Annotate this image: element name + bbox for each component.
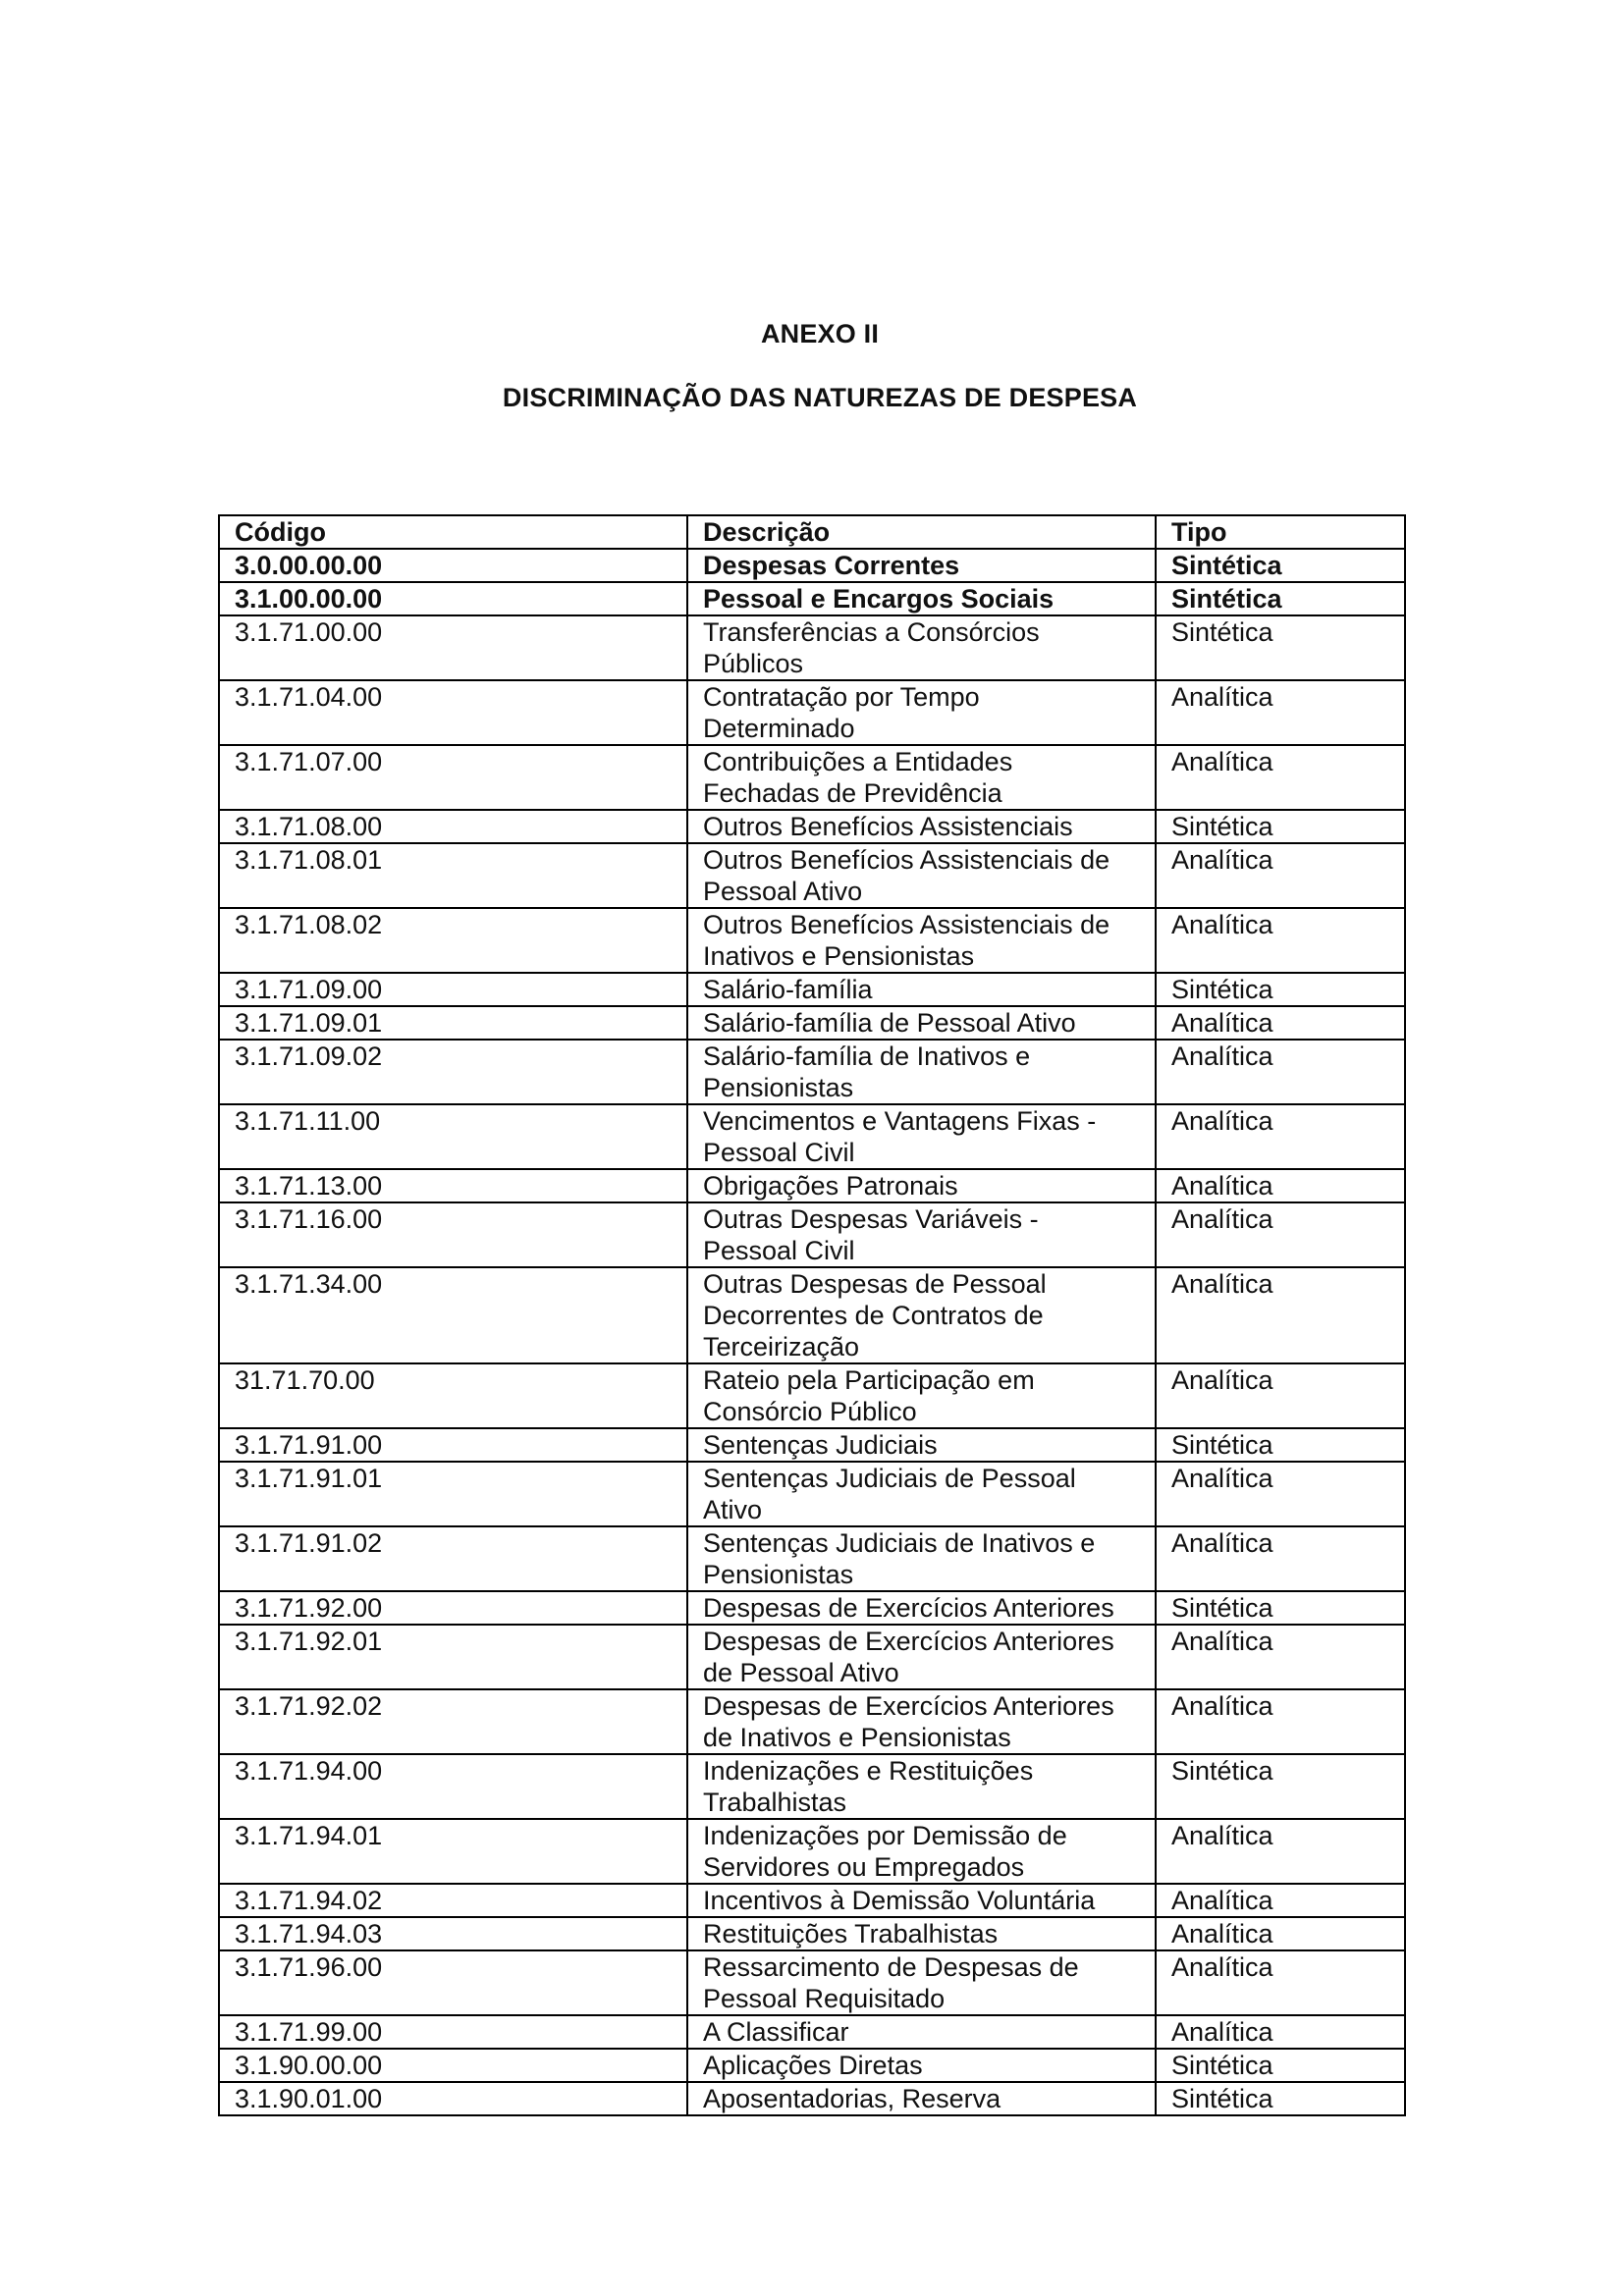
description-line: Restituições Trabalhistas	[703, 1919, 999, 1949]
description-line: Outras Despesas de Pessoal	[703, 1269, 1047, 1299]
table-row	[219, 843, 1405, 908]
cell-type: Sintética	[1156, 2082, 1405, 2115]
description-line: Pessoal Ativo	[703, 877, 863, 906]
description-line: Outros Benefícios Assistenciais de	[703, 845, 1110, 875]
cell-description	[687, 1917, 1156, 1950]
cell-code: 3.1.71.91.01	[219, 1462, 687, 1526]
cell-code: 3.0.00.00.00	[219, 549, 687, 582]
cell-description	[687, 1267, 1156, 1363]
cell-code: 31.71.70.00	[219, 1363, 687, 1428]
cell-type: Sintética	[1156, 2049, 1405, 2082]
cell-code: 3.1.71.11.00	[219, 1104, 687, 1169]
cell-type: Analítica	[1156, 1202, 1405, 1267]
cell-code: 3.1.90.00.00	[219, 2049, 687, 2082]
cell-code: 3.1.71.08.00	[219, 810, 687, 843]
cell-code: 3.1.71.96.00	[219, 1950, 687, 2015]
cell-description	[687, 1104, 1156, 1169]
cell-description	[687, 549, 1156, 582]
cell-type: Sintética	[1156, 973, 1405, 1006]
cell-description	[687, 1689, 1156, 1754]
table-row	[219, 1006, 1405, 1040]
table-row	[219, 680, 1405, 745]
description-line: Pessoal e Encargos Sociais	[703, 584, 1055, 614]
cell-code: 3.1.71.04.00	[219, 680, 687, 745]
cell-type: Analítica	[1156, 745, 1405, 810]
description-line: Terceirização	[703, 1332, 860, 1362]
table-row	[219, 1104, 1405, 1169]
cell-description	[687, 680, 1156, 745]
description-line: Ressarcimento de Despesas de	[703, 1952, 1079, 1982]
description-line: Fechadas de Previdência	[703, 778, 1002, 808]
cell-code: 3.1.71.08.02	[219, 908, 687, 973]
cell-description	[687, 745, 1156, 810]
table-row	[219, 1040, 1405, 1104]
cell-type: Analítica	[1156, 1526, 1405, 1591]
table-row	[219, 1267, 1405, 1363]
cell-code: 3.1.71.34.00	[219, 1267, 687, 1363]
cell-type: Sintética	[1156, 1754, 1405, 1819]
table-body	[219, 549, 1405, 2115]
table-row	[219, 1462, 1405, 1526]
annex-subtitle: DISCRIMINAÇÃO DAS NATUREZAS DE DESPESA	[502, 383, 1138, 412]
description-line: Pensionistas	[703, 1560, 854, 1589]
cell-description	[687, 1591, 1156, 1625]
description-line: Pessoal Requisitado	[703, 1984, 946, 2013]
table-row	[219, 1884, 1405, 1917]
cell-code: 3.1.90.01.00	[219, 2082, 687, 2115]
description-line: Despesas Correntes	[703, 551, 960, 580]
description-line: Indenizações por Demissão de	[703, 1821, 1067, 1850]
table-row	[219, 1363, 1405, 1428]
cell-code: 3.1.71.91.00	[219, 1428, 687, 1462]
cell-code: 3.1.71.13.00	[219, 1169, 687, 1202]
description-line: Vencimentos e Vantagens Fixas -	[703, 1106, 1097, 1136]
cell-description	[687, 2049, 1156, 2082]
cell-code: 3.1.71.94.03	[219, 1917, 687, 1950]
cell-description	[687, 908, 1156, 973]
description-line: Outras Despesas Variáveis -	[703, 1204, 1039, 1234]
description-line: Rateio pela Participação em	[703, 1365, 1035, 1395]
table-row	[219, 1819, 1405, 1884]
cell-description	[687, 1006, 1156, 1040]
cell-type: Sintética	[1156, 549, 1405, 582]
table-row	[219, 1689, 1405, 1754]
cell-type: Analítica	[1156, 1169, 1405, 1202]
table-row	[219, 1950, 1405, 2015]
table-row	[219, 1754, 1405, 1819]
cell-description	[687, 615, 1156, 680]
description-line: Decorrentes de Contratos de	[703, 1301, 1044, 1330]
description-line: Pensionistas	[703, 1073, 854, 1102]
cell-description	[687, 1462, 1156, 1526]
description-line: Salário-família	[703, 975, 873, 1004]
description-line: Aplicações Diretas	[703, 2051, 923, 2080]
cell-code: 3.1.71.94.01	[219, 1819, 687, 1884]
description-line: Pessoal Civil	[703, 1138, 855, 1167]
cell-type: Analítica	[1156, 1462, 1405, 1526]
cell-code: 3.1.71.09.01	[219, 1006, 687, 1040]
cell-code: 3.1.71.94.02	[219, 1884, 687, 1917]
cell-type: Analítica	[1156, 1006, 1405, 1040]
description-line: Trabalhistas	[703, 1788, 847, 1817]
cell-code: 3.1.71.91.02	[219, 1526, 687, 1591]
cell-type: Analítica	[1156, 1950, 1405, 2015]
cell-type: Sintética	[1156, 1428, 1405, 1462]
description-line: Servidores ou Empregados	[703, 1852, 1025, 1882]
description-line: Contribuições a Entidades	[703, 747, 1013, 776]
cell-type: Sintética	[1156, 582, 1405, 615]
table-row	[219, 2082, 1405, 2115]
cell-description	[687, 2015, 1156, 2049]
cell-description	[687, 1526, 1156, 1591]
cell-description	[687, 810, 1156, 843]
table-row	[219, 973, 1405, 1006]
description-line: Salário-família de Pessoal Ativo	[703, 1008, 1076, 1038]
description-line: de Pessoal Ativo	[703, 1658, 899, 1687]
description-line: Sentenças Judiciais de Inativos e	[703, 1528, 1096, 1558]
cell-type: Analítica	[1156, 2015, 1405, 2049]
annex-title: ANEXO II	[760, 319, 880, 348]
table-row	[219, 810, 1405, 843]
cell-description	[687, 1040, 1156, 1104]
cell-type: Analítica	[1156, 908, 1405, 973]
cell-description	[687, 1363, 1156, 1428]
cell-description	[687, 1625, 1156, 1689]
table-row	[219, 745, 1405, 810]
cell-description	[687, 1819, 1156, 1884]
description-line: Determinado	[703, 714, 855, 743]
cell-type: Analítica	[1156, 843, 1405, 908]
cell-type: Analítica	[1156, 1040, 1405, 1104]
cell-code: 3.1.00.00.00	[219, 582, 687, 615]
table-row	[219, 1625, 1405, 1689]
cell-description	[687, 1202, 1156, 1267]
cell-type: Analítica	[1156, 680, 1405, 745]
table-row	[219, 2015, 1405, 2049]
description-line: Incentivos à Demissão Voluntária	[703, 1886, 1096, 1915]
cell-code: 3.1.71.09.00	[219, 973, 687, 1006]
description-line: Salário-família de Inativos e	[703, 1041, 1031, 1071]
cell-type: Sintética	[1156, 615, 1405, 680]
table-row	[219, 1591, 1405, 1625]
description-line: Despesas de Exercícios Anteriores	[703, 1593, 1114, 1623]
cell-description	[687, 582, 1156, 615]
column-header-code: Código	[219, 515, 687, 549]
description-line: Transferências a Consórcios	[703, 617, 1040, 647]
cell-description	[687, 2082, 1156, 2115]
table-row	[219, 1169, 1405, 1202]
cell-type: Analítica	[1156, 1104, 1405, 1169]
description-line: Inativos e Pensionistas	[703, 941, 975, 971]
cell-type: Analítica	[1156, 1689, 1405, 1754]
cell-type: Sintética	[1156, 1591, 1405, 1625]
table-row	[219, 1917, 1405, 1950]
cell-code: 3.1.71.92.01	[219, 1625, 687, 1689]
cell-code: 3.1.71.16.00	[219, 1202, 687, 1267]
table-row	[219, 2049, 1405, 2082]
cell-description	[687, 1169, 1156, 1202]
description-line: Obrigações Patronais	[703, 1171, 958, 1201]
cell-type: Analítica	[1156, 1917, 1405, 1950]
table-header-row	[219, 515, 1405, 549]
description-line: Contratação por Tempo	[703, 682, 980, 712]
table-row	[219, 1428, 1405, 1462]
description-line: A Classificar	[703, 2017, 849, 2047]
table-row	[219, 1202, 1405, 1267]
description-line: Ativo	[703, 1495, 763, 1524]
cell-code: 3.1.71.99.00	[219, 2015, 687, 2049]
cell-type: Analítica	[1156, 1819, 1405, 1884]
description-line: Despesas de Exercícios Anteriores	[703, 1691, 1114, 1721]
cell-description	[687, 1754, 1156, 1819]
cell-description	[687, 973, 1156, 1006]
description-line: Indenizações e Restituições	[703, 1756, 1034, 1786]
table-row	[219, 549, 1405, 582]
cell-type: Analítica	[1156, 1363, 1405, 1428]
description-line: Consórcio Público	[703, 1397, 917, 1426]
description-line: Públicos	[703, 649, 804, 678]
expense-nature-table	[218, 514, 1406, 2116]
cell-type: Analítica	[1156, 1884, 1405, 1917]
cell-code: 3.1.71.07.00	[219, 745, 687, 810]
cell-code: 3.1.71.92.00	[219, 1591, 687, 1625]
cell-description	[687, 843, 1156, 908]
cell-type: Analítica	[1156, 1267, 1405, 1363]
table-row	[219, 582, 1405, 615]
description-line: de Inativos e Pensionistas	[703, 1723, 1011, 1752]
cell-type: Analítica	[1156, 1625, 1405, 1689]
table-row	[219, 1526, 1405, 1591]
description-line: Pessoal Civil	[703, 1236, 855, 1265]
cell-code: 3.1.71.09.02	[219, 1040, 687, 1104]
description-line: Sentenças Judiciais de Pessoal	[703, 1464, 1076, 1493]
cell-description	[687, 1950, 1156, 2015]
cell-type: Sintética	[1156, 810, 1405, 843]
cell-description	[687, 1428, 1156, 1462]
cell-code: 3.1.71.94.00	[219, 1754, 687, 1819]
column-header-type: Tipo	[1156, 515, 1405, 549]
cell-code: 3.1.71.08.01	[219, 843, 687, 908]
description-line: Sentenças Judiciais	[703, 1430, 938, 1460]
cell-code: 3.1.71.92.02	[219, 1689, 687, 1754]
table-row	[219, 615, 1405, 680]
column-header-description: Descrição	[687, 515, 1156, 549]
description-line: Aposentadorias, Reserva	[703, 2084, 1001, 2113]
cell-code: 3.1.71.00.00	[219, 615, 687, 680]
table-row	[219, 908, 1405, 973]
description-line: Outros Benefícios Assistenciais de	[703, 910, 1110, 939]
description-line: Despesas de Exercícios Anteriores	[703, 1627, 1114, 1656]
description-line: Outros Benefícios Assistenciais	[703, 812, 1073, 841]
cell-description	[687, 1884, 1156, 1917]
